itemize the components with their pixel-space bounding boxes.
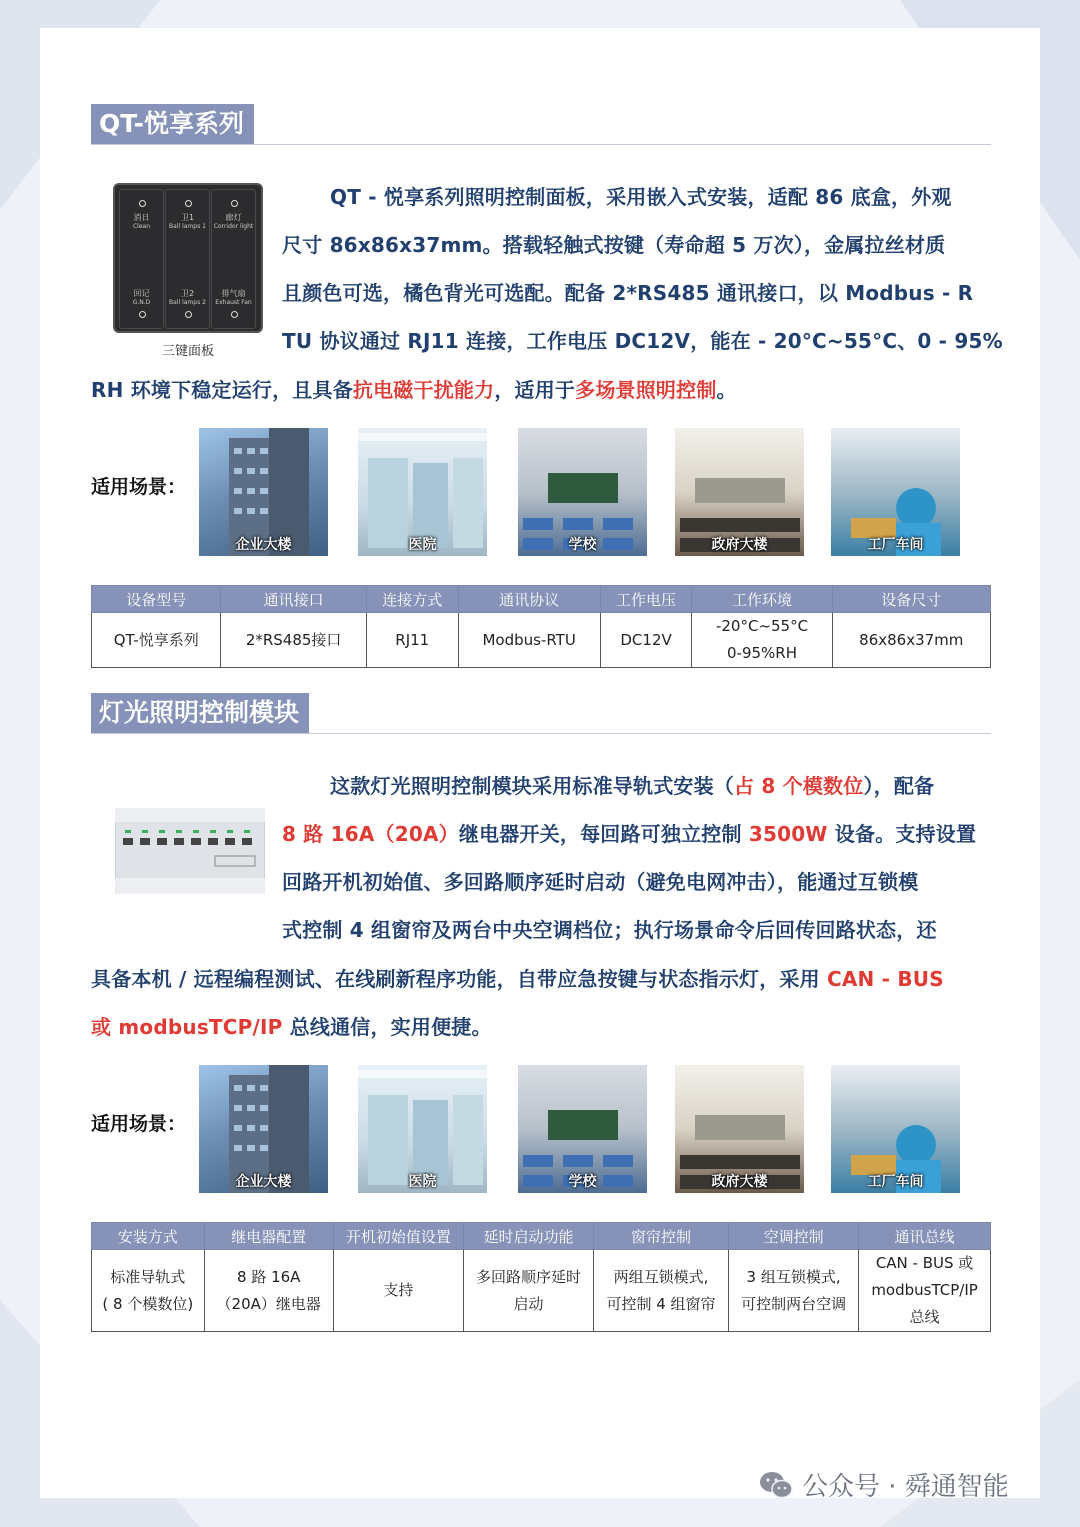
panel-key: 消日 Clean 回记 G.N.D — [119, 189, 164, 329]
table-cell: DC12V — [600, 613, 692, 668]
table-header: 设备尺寸 — [832, 586, 990, 613]
table-header: 通讯接口 — [221, 586, 366, 613]
table-header: 设备型号 — [92, 586, 221, 613]
scenes-label: 适用场景： — [91, 1113, 187, 1135]
table-header: 开机初始值设置 — [333, 1223, 463, 1250]
scene-image-hospital: 医院 — [358, 428, 487, 556]
scene-image-office-building: 企业大楼 — [199, 1065, 328, 1193]
table-cell: 2*RS485接口 — [221, 613, 366, 668]
table-cell: 标准导轨式 ( 8 个模数位) — [92, 1250, 205, 1332]
wechat-account-watermark — [758, 1466, 1009, 1503]
spec-table-qt-series — [91, 585, 991, 668]
scene-image-government-building: 政府大楼 — [675, 428, 804, 556]
spec-table-lighting-module — [91, 1222, 991, 1332]
scene-image-school: 学校 — [518, 1065, 647, 1193]
scene-image-factory-workshop: 工厂车间 — [831, 1065, 960, 1193]
table-header: 通讯总线 — [859, 1223, 991, 1250]
table-header: 工作环境 — [692, 586, 832, 613]
panel-caption: 三键面板 — [161, 344, 214, 359]
section1-paragraph-indented: QT - 悦享系列照明控制面板，采用嵌入式安装，适配 86 底盒，外观 尺寸 86x86x37mm。搭载轻触式按键（寿命超 5 万次），金属拉丝材质 且颜色可选，橘色背光可选配。配备 2*RS485 通讯接口，以 Modbus - R TU 协议通过 RJ11 连接，工作电压 DC12V，能在 - 20°C~55°C、0 - 95% — [282, 185, 1003, 353]
table-row — [92, 613, 991, 668]
scene-image-school: 学校 — [518, 428, 647, 556]
panel-key: 卫1 Ball lamps 1 卫2 Ball lamps 2 — [165, 189, 210, 329]
table-header: 连接方式 — [366, 586, 458, 613]
section2-paragraph-full-width: 具备本机 / 远程编程测试、在线刷新程序功能，自带应急按键与状态指示灯，采用 CAN - BUS 或 modbusTCP/IP 总线通信，实用便捷。 — [91, 967, 944, 1039]
three-key-panel-image — [113, 183, 263, 333]
wechat-icon — [758, 1470, 794, 1500]
table-row — [92, 1250, 991, 1332]
table-header: 延时启动功能 — [463, 1223, 593, 1250]
table-cell: 两组互锁模式, 可控制 4 组窗帘 — [593, 1250, 728, 1332]
lighting-control-module-image — [115, 808, 265, 894]
table-header: 空调控制 — [729, 1223, 859, 1250]
table-cell: CAN - BUS 或 modbusTCP/IP 总线 — [859, 1250, 991, 1332]
scenes-label: 适用场景： — [91, 476, 187, 498]
panel-key: 廊灯 Corridor light 排气扇 Exhaust Fan — [211, 189, 256, 329]
table-header: 通讯协议 — [458, 586, 600, 613]
table-cell: 8 路 16A （20A）继电器 — [204, 1250, 333, 1332]
table-header: 窗帘控制 — [593, 1223, 728, 1250]
scene-image-government-building: 政府大楼 — [675, 1065, 804, 1193]
section1-paragraph-last-line: RH 环境下稳定运行，且具备抗电磁干扰能力，适用于多场景照明控制。 — [91, 378, 737, 402]
section2-paragraph-indented: 这款灯光照明控制模块采用标准导轨式安装（占 8 个模数位），配备 8 路 16A（20A）继电器开关，每回路可独立控制 3500W 设备。支持设置 回路开机初始值、多回路顺序延时启动（避免电网冲击），能通过互锁模 式控制 4 组窗帘及两台中央空调档位；执行场景命令后回传回路状态，还 — [282, 774, 977, 942]
watermark-text: 公众号 · 舜通智能 — [802, 1472, 1009, 1502]
scene-image-factory-workshop: 工厂车间 — [831, 428, 960, 556]
scene-image-hospital: 医院 — [358, 1065, 487, 1193]
table-header: 工作电压 — [600, 586, 692, 613]
table-cell: -20°C~55°C 0-95%RH — [692, 613, 832, 668]
table-cell: QT-悦享系列 — [92, 613, 221, 668]
table-header: 安装方式 — [92, 1223, 205, 1250]
table-cell: 支持 — [333, 1250, 463, 1332]
section-title-qt-series: QT-悦享系列 — [91, 104, 254, 144]
section-rule — [91, 144, 991, 145]
table-header: 继电器配置 — [204, 1223, 333, 1250]
table-cell: RJ11 — [366, 613, 458, 668]
section-rule — [91, 733, 991, 734]
section-title-lighting-module: 灯光照明控制模块 — [91, 693, 309, 733]
table-cell: Modbus-RTU — [458, 613, 600, 668]
scene-image-office-building: 企业大楼 — [199, 428, 328, 556]
table-cell: 多回路顺序延时 启动 — [463, 1250, 593, 1332]
table-cell: 3 组互锁模式, 可控制两台空调 — [729, 1250, 859, 1332]
table-cell: 86x86x37mm — [832, 613, 990, 668]
